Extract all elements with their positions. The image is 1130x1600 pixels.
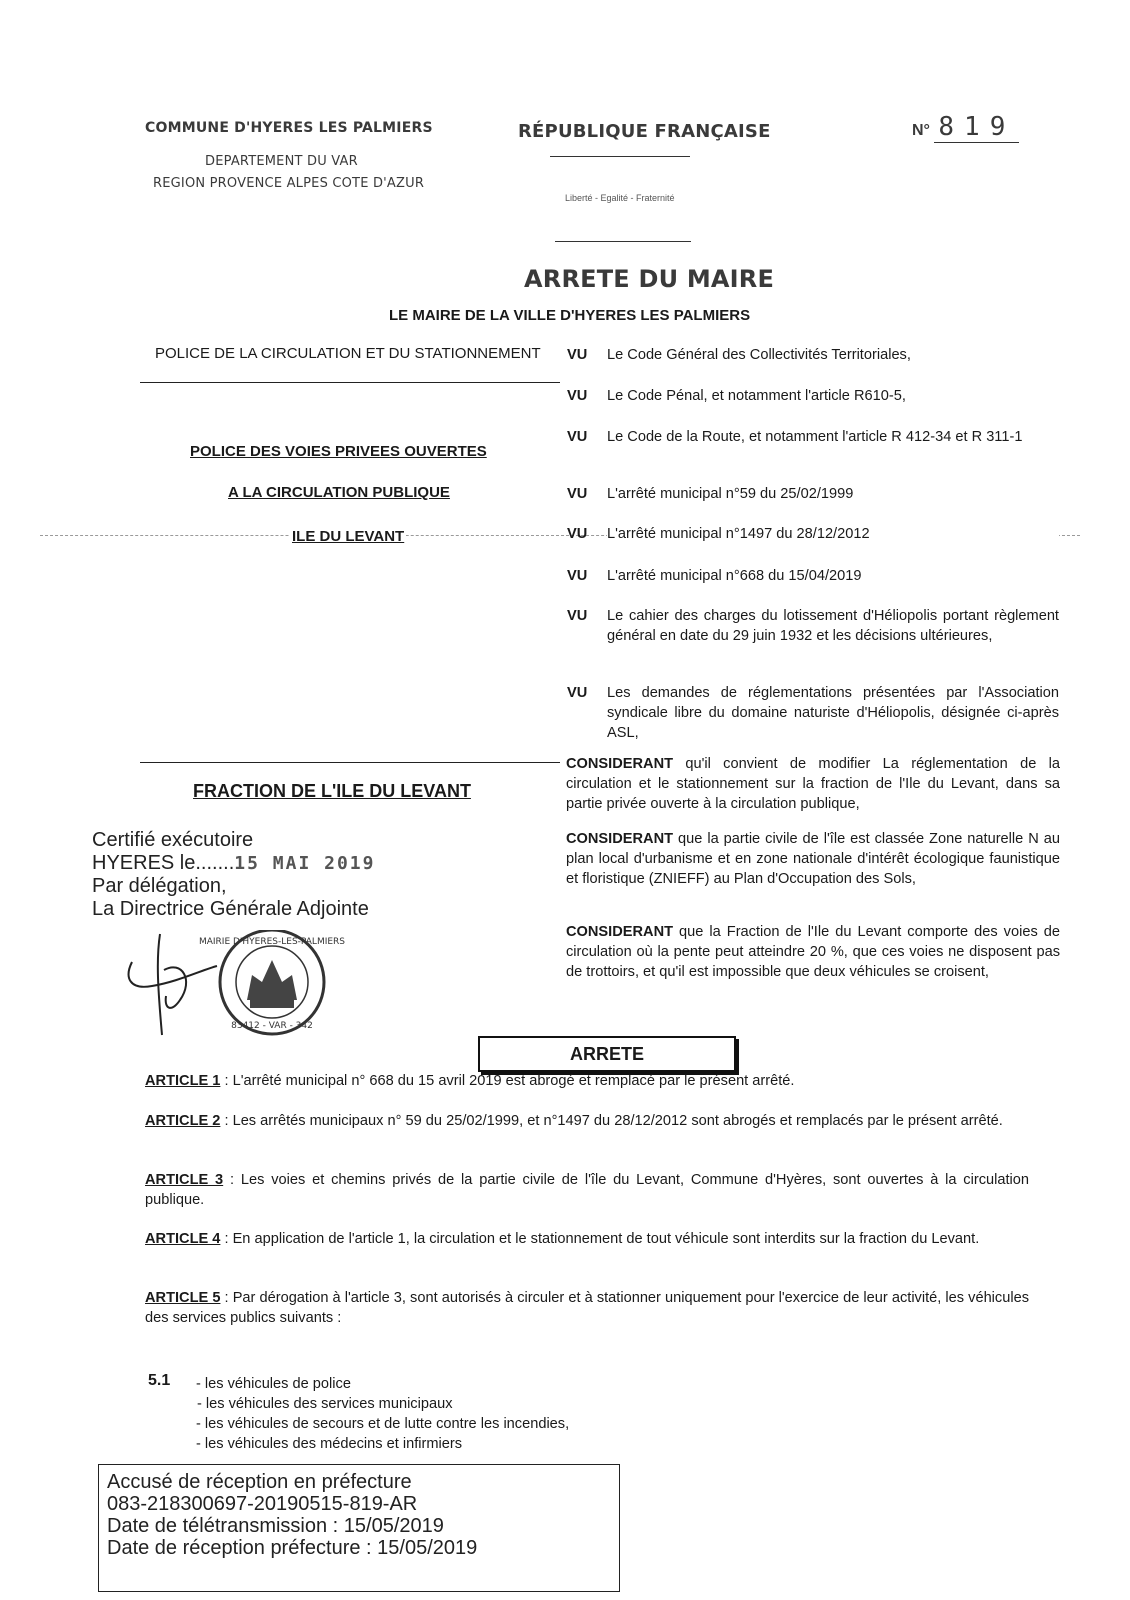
devise: Liberté - Egalité - Fraternité	[565, 193, 675, 203]
divider	[555, 241, 691, 242]
article-4	[145, 1229, 1029, 1249]
considerant-paragraph	[566, 829, 1060, 889]
accuse-line-1: Accusé de réception en préfecture	[107, 1471, 412, 1493]
list-item: - les véhicules des services municipaux	[197, 1396, 453, 1412]
cert-line-3: Par délégation,	[92, 875, 227, 897]
vu-label: VU	[567, 568, 588, 584]
article-label: ARTICLE 2	[145, 1113, 221, 1129]
article-sep: :	[220, 1073, 233, 1089]
vu-label: VU	[567, 526, 588, 542]
considerant-paragraph	[566, 922, 1060, 982]
arrete-number	[912, 112, 1019, 142]
arrete-section-heading: ARRETE	[478, 1036, 736, 1072]
voies-privees-heading: POLICE DES VOIES PRIVEES OUVERTES	[190, 443, 487, 460]
circulation-publique-heading: A LA CIRCULATION PUBLIQUE	[228, 484, 450, 501]
list-item: - les véhicules de secours et de lutte contre les incendies,	[196, 1416, 570, 1432]
number-value: 819	[934, 112, 1019, 143]
signature-icon	[129, 934, 217, 1035]
accuse-line-2: 083-218300697-20190515-819-AR	[107, 1493, 418, 1515]
article-sep: :	[220, 1113, 233, 1129]
article-label: ARTICLE 4	[145, 1231, 221, 1247]
list-item: - les véhicules des médecins et infirmiers	[196, 1436, 463, 1452]
seal-icon	[199, 930, 345, 1034]
republique-heading: RÉPUBLIQUE FRANÇAISE	[518, 121, 771, 142]
commune-name: COMMUNE D'HYERES LES PALMIERS	[145, 120, 433, 136]
considerant-label: CONSIDERANT	[566, 831, 674, 847]
accuse-reception-box	[98, 1464, 620, 1592]
article-sep: :	[223, 1172, 241, 1188]
fraction-heading: FRACTION DE L'ILE DU LEVANT	[193, 781, 471, 801]
divider	[140, 382, 560, 383]
article-sep: :	[220, 1290, 233, 1306]
vu-text: Le cahier des charges du lotissement d'Héliopolis portant règlement général en date du 29 juin 1932 et les décisions ultérieures,	[607, 608, 1059, 644]
article-text: L'arrêté municipal n° 668 du 15 avril 2019 est abrogé et remplacé par le présent arrêté.	[232, 1073, 795, 1089]
considerant-label: CONSIDERANT	[566, 924, 674, 940]
region: REGION PROVENCE ALPES COTE D'AZUR	[153, 176, 425, 191]
considerant-text: que la Fraction de l'Ile du Levant comporte des voies de circulation où la pente peut atteindre 20 %, que ces voies ne disposent pas de trottoirs, et qu'il est impossible que deux véhicules se croisent,	[566, 924, 1060, 980]
article-text: En application de l'article 1, la circulation et le stationnement de tout véhicule sont interdits sur la fraction du Levant.	[232, 1231, 980, 1247]
considerant-text: qu'il convient de modifier La réglementation de la circulation et le stationnement sur la fraction de l'Ile du Levant, dans sa partie privée ouverte à la circulation publique,	[566, 756, 1060, 812]
vu-text: L'arrêté municipal n°668 du 15/04/2019	[607, 568, 862, 584]
article-label: ARTICLE 3	[145, 1172, 224, 1188]
vu-text: Le Code Général des Collectivités Territoriales,	[607, 347, 911, 363]
article-text: Par dérogation à l'article 3, sont autorisés à circuler et à stationner uniquement pour l'exercice de leur activité, les véhicules des services publics suivants :	[145, 1290, 1029, 1326]
article-label: ARTICLE 1	[145, 1073, 221, 1089]
number-label: N°	[912, 122, 930, 139]
vu-label: VU	[567, 685, 588, 701]
document-title: ARRETE DU MAIRE	[524, 265, 775, 293]
vu-text: Les demandes de réglementations présentées par l'Association syndicale libre du domaine naturiste d'Héliopolis, désignée ci-après ASL,	[607, 685, 1059, 741]
accuse-line-4: Date de réception préfecture : 15/05/2019	[107, 1537, 478, 1559]
vu-label: VU	[567, 608, 588, 624]
article-sep: :	[220, 1231, 233, 1247]
divider	[140, 762, 560, 763]
article-2	[145, 1111, 1029, 1131]
vu-text: L'arrêté municipal n°59 du 25/02/1999	[607, 486, 854, 502]
subsection-label: 5.1	[148, 1372, 171, 1389]
maire-heading: LE MAIRE DE LA VILLE D'HYERES LES PALMIERS	[389, 307, 751, 324]
certification-stamp	[92, 829, 375, 921]
seal-text-top: MAIRIE D'HYERES-LES-PALMIERS	[198, 937, 346, 947]
article-text: Les arrêtés municipaux n° 59 du 25/02/1999, et n°1497 du 28/12/2012 sont abrogés et remplacés par le présent arrêté.	[232, 1113, 1003, 1129]
considerant-text: que la partie civile de l'île est classée Zone naturelle N au plan local d'urbanisme et en zone nationale d'intérêt écologique faunistique et floristique (ZNIEFF) au Plan d'Occupation des Sols,	[566, 831, 1060, 887]
vehicle-list	[196, 1374, 569, 1454]
considerant-label: CONSIDERANT	[566, 756, 674, 772]
vu-text: Le Code Pénal, et notamment l'article R610-5,	[607, 388, 906, 404]
vu-text: Le Code de la Route, et notamment l'article R 412-34 et R 311-1	[607, 429, 1023, 445]
vu-label: VU	[567, 347, 588, 363]
vu-text: L'arrêté municipal n°1497 du 28/12/2012	[607, 524, 1059, 544]
vu-label: VU	[567, 429, 588, 445]
accuse-line-3: Date de télétransmission : 15/05/2019	[107, 1515, 444, 1537]
article-text: Les voies et chemins privés de la partie civile de l'île du Levant, Commune d'Hyères, sont ouvertes à la circulation publique.	[145, 1172, 1030, 1208]
cert-line-4: La Directrice Générale Adjointe	[92, 898, 369, 920]
seal-text-bottom: 83412 - VAR - 342	[231, 1021, 313, 1031]
ile-du-levant-heading: ILE DU LEVANT	[292, 528, 405, 545]
article-3	[145, 1170, 1029, 1210]
divider	[550, 156, 690, 157]
article-label: ARTICLE 5	[145, 1290, 221, 1306]
signature-and-seal	[122, 930, 452, 1040]
vu-label: VU	[567, 486, 588, 502]
considerant-paragraph	[566, 754, 1060, 814]
vu-label: VU	[567, 388, 588, 404]
stamp-date: 15 MAI 2019	[234, 853, 376, 874]
cert-place: HYERES le.......	[92, 852, 235, 874]
list-item: - les véhicules de police	[196, 1376, 351, 1392]
cert-line-2	[92, 852, 375, 875]
cert-line-1: Certifié exécutoire	[92, 829, 254, 851]
police-circulation-heading: POLICE DE LA CIRCULATION ET DU STATIONNEMENT	[155, 345, 541, 362]
article-5	[145, 1288, 1029, 1328]
article-1	[145, 1071, 1029, 1091]
departement: DEPARTEMENT DU VAR	[205, 154, 358, 169]
